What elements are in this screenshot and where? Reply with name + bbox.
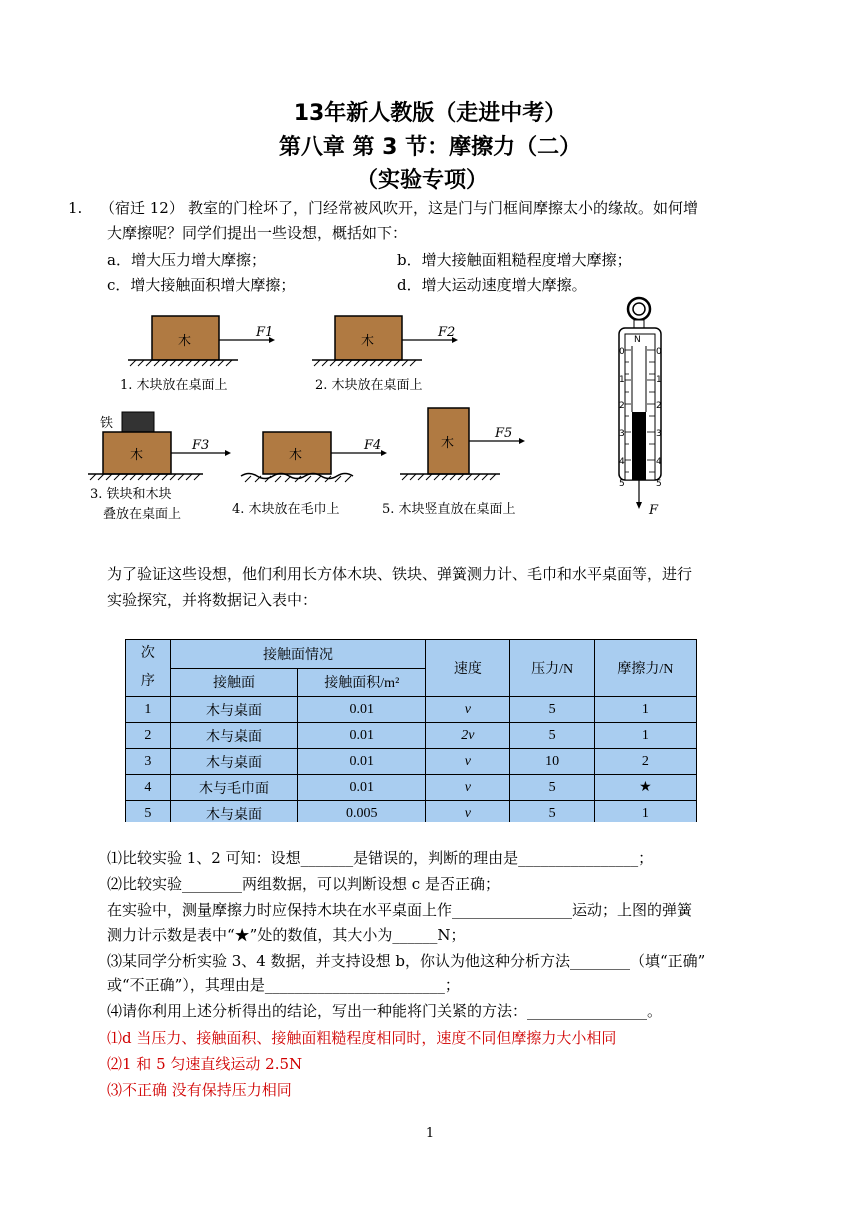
subquestion-1: ⑴比较实验 1、2 可知：设想_______是错误的，判断的理由是________________； <box>107 849 654 867</box>
option-a: a．增大压力增大摩擦； <box>107 251 266 269</box>
answer-1: ⑴d 当压力、接触面积、接触面粗糙程度相同时，速度不同但摩擦力大小相同 <box>107 1029 617 1047</box>
iron-block <box>122 412 154 432</box>
question-text-2: 大摩擦呢？同学们提出一些设想，概括如下： <box>107 224 408 242</box>
gauge-ring <box>628 298 650 320</box>
table-row: 3 木与桌面 0.01 v 10 2 <box>126 749 697 775</box>
title-line-2: 第八章 第 3 节：摩擦力（二） <box>278 135 582 160</box>
hatch-2 <box>314 360 416 366</box>
answer-2: ⑵1 和 5 匀速直线运动 2.5N <box>107 1055 303 1073</box>
figure-2 <box>312 316 458 366</box>
svg-text:4: 4 <box>656 457 662 467</box>
wood-label-2: 木 <box>361 334 375 349</box>
caption-3a: 3. 铁块和木块 <box>90 487 172 502</box>
option-b: b．增大接触面粗糙程度增大摩擦； <box>397 251 632 269</box>
figure-3 <box>88 412 231 480</box>
header-area: 接触面积/m² <box>298 668 426 697</box>
caption-4: 4. 木块放在毛巾上 <box>232 502 340 517</box>
wood-label-3: 木 <box>130 448 144 463</box>
header-surface: 接触面 <box>170 668 298 697</box>
hatch-3 <box>90 474 200 480</box>
svg-text:2: 2 <box>656 401 662 411</box>
question-text-1: 教室的门栓坏了，门经常被风吹开，这是门与门框间摩擦太小的缘故。如何增 <box>188 199 699 217</box>
wood-label-4: 木 <box>289 448 303 463</box>
title-line-1: 13年新人教版（走进中考） <box>293 101 567 126</box>
option-c: c．增大接触面积增大摩擦； <box>107 276 296 294</box>
subquestion-2b: 在实验中，测量摩擦力时应保持木块在水平桌面上作________________运动；上图的弹簧 <box>107 901 693 919</box>
answer-3: ⑶不正确 没有保持压力相同 <box>107 1081 292 1099</box>
table-row: 2 木与桌面 0.01 2v 5 1 <box>126 723 697 749</box>
spring-gauge <box>605 292 675 520</box>
force-label-1: F1 <box>256 325 274 340</box>
header-index: 次 序 <box>126 640 171 697</box>
header-contact-group: 接触面情况 <box>170 640 426 669</box>
header-friction: 摩擦力/N <box>594 640 696 697</box>
svg-text:1: 1 <box>619 375 625 385</box>
force-label-4: F4 <box>364 438 382 453</box>
data-table-container <box>125 639 700 822</box>
figure-5 <box>400 408 525 480</box>
svg-text:0: 0 <box>656 347 662 357</box>
force-label-3: F3 <box>192 438 210 453</box>
svg-text:0: 0 <box>619 347 625 357</box>
subquestion-2c: 测力计示数是表中“★”处的数值，其大小为______N； <box>107 926 466 944</box>
svg-text:2: 2 <box>619 401 625 411</box>
force-label-5: F5 <box>495 426 513 441</box>
svg-text:4: 4 <box>619 457 625 467</box>
svg-text:1: 1 <box>656 375 662 385</box>
subquestion-2: ⑵比较实验________两组数据，可以判断设想 c 是否正确； <box>107 875 500 893</box>
intro-line-1: 为了验证这些设想，他们利用长方体木块、铁块、弹簧测力计、毛巾和水平桌面等，进行 <box>107 565 693 583</box>
table-row: 1 木与桌面 0.01 v 5 1 <box>126 697 697 723</box>
data-table <box>125 639 697 822</box>
svg-text:3: 3 <box>619 429 625 439</box>
caption-5: 5. 木块竖直放在桌面上 <box>382 502 516 517</box>
table-row: 4 木与毛巾面 0.01 v 5 ★ <box>126 775 697 801</box>
figure-1 <box>128 316 275 366</box>
figure-4 <box>241 432 387 482</box>
intro-line-2: 实验探究，并将数据记入表中： <box>107 591 318 609</box>
gauge-pointer-rod <box>632 412 646 480</box>
wood-label-1: 木 <box>178 334 192 349</box>
header-speed: 速度 <box>426 640 510 697</box>
iron-label: 铁 <box>100 416 114 431</box>
question-source: （宿迁 12） <box>100 199 184 217</box>
hatch-5 <box>402 474 496 480</box>
table-row: 5 木与桌面 0.005 v 5 1 <box>126 801 697 823</box>
question-number: 1. <box>68 199 83 217</box>
svg-text:5: 5 <box>656 479 662 489</box>
force-label-2: F2 <box>438 325 456 340</box>
svg-text:3: 3 <box>656 429 662 439</box>
caption-1: 1. 木块放在桌面上 <box>120 378 228 393</box>
caption-2: 2. 木块放在桌面上 <box>315 378 423 393</box>
subquestion-4: ⑷请你利用上述分析得出的结论，写出一种能将门关紧的方法：________________。 <box>107 1002 663 1020</box>
hatch-1 <box>130 360 232 366</box>
gauge-force-label: F <box>649 503 659 518</box>
title-line-3: （实验专项） <box>355 168 488 193</box>
option-d: d．增大运动速度增大摩擦。 <box>397 276 587 294</box>
wood-label-5: 木 <box>441 436 455 451</box>
svg-text:5: 5 <box>619 479 625 489</box>
header-pressure: 压力/N <box>510 640 594 697</box>
page-number: 1 <box>425 1126 435 1141</box>
subquestion-3b: 或“不正确”），其理由是________________________； <box>107 976 460 994</box>
subquestion-3: ⑶某同学分析实验 3、4 数据，并支持设想 b，你认为他这种分析方法________（填“正确” <box>107 952 706 970</box>
caption-3b: 叠放在桌面上 <box>103 507 182 522</box>
gauge-unit: N <box>634 335 641 345</box>
